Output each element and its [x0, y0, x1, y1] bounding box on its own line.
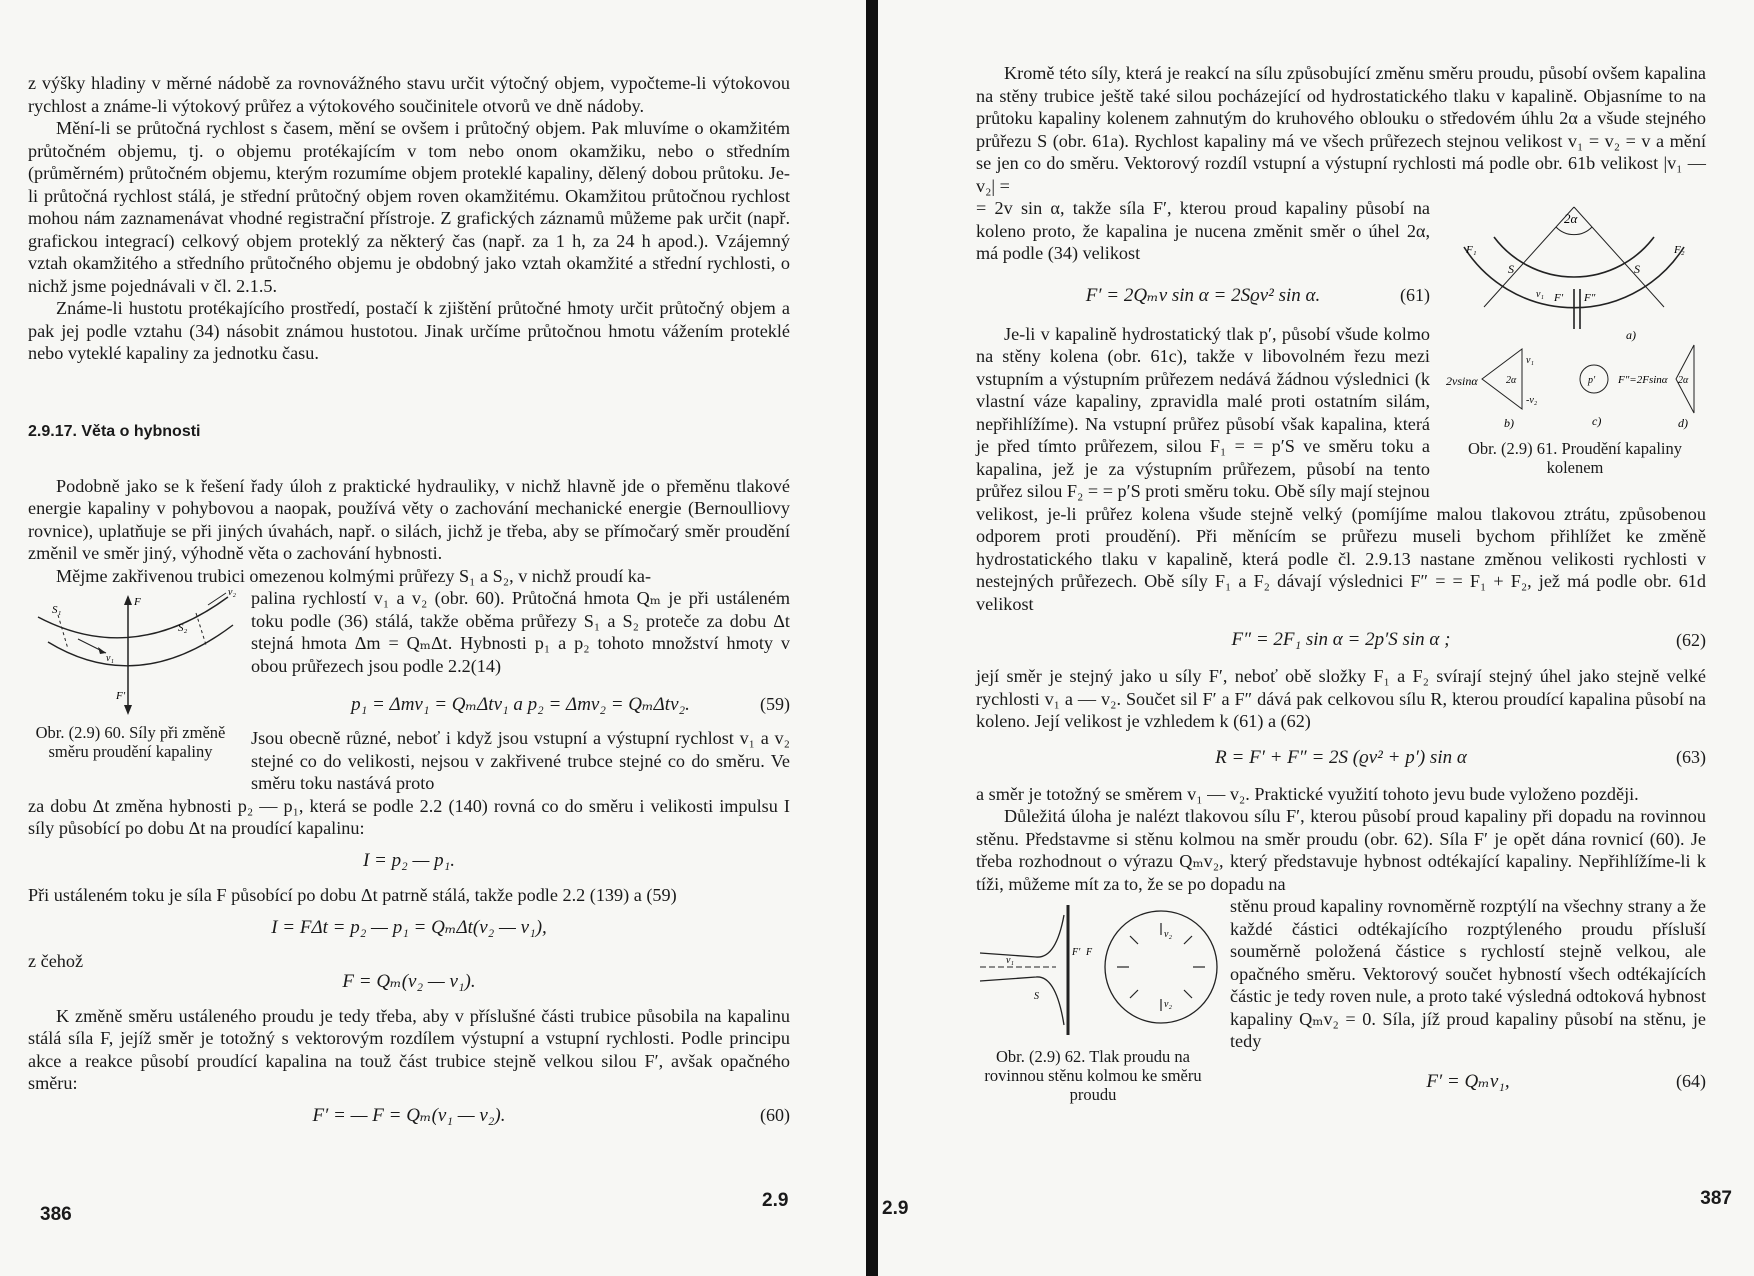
svg-text:d): d)	[1678, 416, 1688, 430]
page-number: 386	[40, 1204, 72, 1225]
equation-text: p₁ = Δmv₁ = QₘΔtv₁ a p₂ = Δmv₂ = QₘΔtv₂.	[351, 693, 690, 715]
paragraph: Známe-li hustotu protékajícího prostředí, postačí k zjištění průtočné hmoty určit průtočný objem a pak jej podle vztahu (34) násobit známou hustotou. Jinak určíme průtočnou hmotu vážením proteklé nebo vyteklé kapaliny za jednotku času.	[28, 298, 790, 363]
equation-number: (59)	[760, 693, 790, 714]
paragraph: palina rychlostí v₁ a v₂ (obr. 60). Průtočná hmota Qₘ je při ustáleném toku podle (36) stálá, takže oběma průřezy S₁ a S₂ proteče za dobu Δt stejná hmota Δm = QₘΔt. Hybnosti p₁ a p₂ tohoto množství hmoty v obou průřezech jsou podle 2.2(14)	[251, 588, 790, 676]
svg-text:2α: 2α	[1506, 375, 1517, 386]
figure-62-caption: Obr. (2.9) 62. Tlak proudu na rovinnou stěnu kolmou ke směru proudu	[984, 1047, 1202, 1104]
svg-text:2vsinα: 2vsinα	[1446, 374, 1478, 388]
figure-61-block	[976, 197, 1706, 503]
svg-text:b): b)	[1504, 416, 1514, 430]
page-number: 387	[1700, 1188, 1732, 1209]
section-mark: 2.9	[762, 1190, 789, 1211]
svg-text:v₁: v₁	[1006, 955, 1014, 966]
equation-text: I = FΔt = p₂ — p₁ = QₘΔt(v₂ — v₁),	[271, 916, 547, 938]
figure-62-block	[976, 895, 1706, 1105]
equation-60	[28, 1103, 790, 1129]
svg-text:F′: F′	[1072, 947, 1081, 958]
figure-62	[976, 895, 1224, 1045]
equation-force	[28, 969, 790, 995]
svg-text:F″=2Fsinα: F″=2Fsinα	[1618, 374, 1668, 386]
svg-text:F: F	[1086, 947, 1093, 958]
figure-60-caption: Obr. (2.9) 60. Síly při změně směru proudění kapaliny	[35, 723, 226, 761]
equation-text: F = Qₘ(v₂ — v₁).	[342, 971, 476, 992]
equation-number: (64)	[1676, 1071, 1706, 1091]
svg-text:v₁: v₁	[106, 653, 114, 664]
paragraph: K změně směru ustáleného proudu je tedy třeba, aby v příslušné části trubice působila na kapalinu stálá síla F, jejíž směr je totožný s vektorovým rozdílem výstupní a vstupní rychlosti. Podle principu akce a reakce působí proudící kapalina na touž část trubice stejně velkou silou F′, avšak opačného směru:	[28, 1005, 790, 1093]
equation-number: (61)	[1400, 285, 1430, 305]
paragraph: Jsou obecně různé, neboť i když jsou vstupní a výstupní rychlost v₁ a v₂ stejné co do velikosti, nejsou v zakřivené trubce stejné co do směru. Ve směru toku nastává proto	[251, 728, 790, 793]
paragraph: z výšky hladiny v měrné nádobě za rovnovážného stavu určit výtočný objem, vypočteme-li výtokovou rychlost a známe-li výtokový průřez a výtokového součinitele otvorů ve dně nádoby.	[28, 73, 790, 116]
svg-text:p′: p′	[1588, 375, 1596, 386]
equation-text: F′ = Qₘv₁,	[1426, 1071, 1510, 1092]
paragraph: Mějme zakřivenou trubici omezenou kolmými průřezy S₁ a S₂, v nichž proudí ka-	[56, 565, 652, 586]
paragraph: z čehož	[28, 951, 84, 971]
paragraph: za dobu Δt změna hybnosti p₂ — p₁, která se podle 2.2 (140) rovná co do směru i velikosti impulsu I síly působící po dobu Δt na proudící kapalinu:	[28, 795, 790, 838]
equation-63	[976, 745, 1706, 771]
svg-text:F: F	[134, 596, 141, 608]
svg-text:v₂: v₂	[1164, 999, 1172, 1010]
svg-text:F₁: F₁	[1466, 244, 1477, 256]
paragraph: a směr je totožný se směrem v₁ — v₂. Praktické využití tohoto jevu bude vyloženo později.	[976, 783, 1639, 804]
equation-number: (62)	[1676, 629, 1706, 650]
right-page	[878, 0, 1754, 1276]
section-heading: 2.9.17. Věta o hybnosti	[28, 422, 201, 440]
svg-text:2α: 2α	[1564, 211, 1578, 226]
equation-text: F″ = 2F₁ sin α = 2p′S sin α ;	[1231, 629, 1451, 650]
equation-number: (60)	[760, 1105, 790, 1125]
paragraph: = 2v sin α, takže síla F′, kterou proud kapaliny působí na koleno proto, že kapalina je nucena změnit směr o úhel 2α, má podle (34) velikost	[976, 198, 1430, 263]
equation-64	[1230, 1069, 1706, 1095]
paragraph: Mění-li se průtočná rychlost s časem, mění se ovšem i průtočný objem. Pak mluvíme o okamžitém průtočném objemu, tj. o objemu protékajícím v tom nebo onom okamžiku, nebo o středním (průměrném) průtočném objemu, kterým rozumíme objem proteklé kapaliny, dělený dobou průtoku. Je-li průtočná rychlost stálá, je střední průtočný objem roven okamžitému. Okamžitou průtočnou rychlost mohou nám zaznamenávat vhodné registrační přístroje. Z grafických záznamů můžeme pak určit (např. grafickou integrací) celkový objem proteklý za některý čas (např. za 1 h, za 24 h apod.). Vzájemný vztah okamžitého a středního průtočného objemu je obdobný jako vztah okamžité a střední rychlosti, o nichž jsme pojednávali v čl. 2.1.5.	[28, 118, 790, 296]
svg-text:F″: F″	[1584, 292, 1596, 304]
figure-60	[28, 587, 243, 719]
paragraph: Podobně jako se k řešení řady úloh z praktické hydrauliky, v nichž hlavně jde o přeměnu tlakové energie kapaliny v pohybovou a naopak, používá věty o zachování mechanické energie (Bernoulliovy rovnice), uplatňuje se při jiných úvahách, např. o silách, jichž je třeba, aby se přímočarý směr proudění změnil ve směr jiný, výhodně věta o zachování hybnosti.	[28, 475, 790, 563]
paragraph: Při ustáleném toku je síla F působící po dobu Δt patrně stálá, takže podle 2.2 (139) a (59)	[28, 884, 677, 905]
equation-text: R = F′ + F″ = 2S (ϱv² + p′) sin α	[1215, 746, 1467, 768]
svg-text:F₂: F₂	[1674, 244, 1685, 256]
svg-text:S₁: S₁	[52, 604, 62, 616]
svg-text:c): c)	[1592, 414, 1602, 428]
equation-number: (63)	[1676, 747, 1706, 767]
svg-text:S: S	[1034, 991, 1039, 1002]
paragraph: Je-li v kapalině hydrostatický tlak p′, působí všude kolmo na stěny kolena (obr. 61c), takže v libovolném řezu mezi vstupním a výstupním průřezem nedává žádnou výslednici (k vlastní váze kapaliny, zpravidla malé proti ostatním silám, nepřihlížíme). Na vstupní průřez působí však kapalina, která je před tímto průřezem, silou F₁ = = p′S ve směru toku a kapalina, jež je za výstupním průřezem, působí na tento průřez silou F₂ = = p′S proti směru toku. Obě síly mají stejnou	[976, 323, 1430, 501]
paragraph: Kromě této síly, která je reakcí na sílu způsobující změnu směru proudu, působí ovšem kapalina na stěny trubice ještě také silou pocházející od hydrostatického tlaku v kapalině. Objasníme to na průtoku kapaliny kolenem zahnutým do kruhového oblouku o středovém úhlu 2α a všude stejného průřezu S (obr. 61a). Rychlost kapaliny má ve všech průřezech stejnou velikost v₁ = v₂ = v a mění se jen co do směru. Vektorový rozdíl vstupní a výstupní rychlosti má podle obr. 61b velikost |v₁ — v₂| =	[976, 63, 1706, 196]
equation-59	[251, 691, 790, 717]
svg-text:v₁: v₁	[1526, 355, 1534, 366]
equation-61	[976, 283, 1430, 309]
svg-text:S₂: S₂	[178, 622, 188, 634]
svg-text:S: S	[1508, 262, 1514, 276]
figure-61	[1444, 197, 1706, 433]
svg-text:F′: F′	[1554, 292, 1564, 304]
paragraph: její směr je stejný jako u síly F′, neboť obě složky F₁ a F₂ svírají stejný úhel jako stejně velké rychlosti v₁ a — v₂. Součet sil F′ a F″ dává pak celkovou sílu R, kterou proudící kapalina působí na koleno. Její velikost je vzhledem k (61) a (62)	[976, 666, 1706, 731]
paragraph: stěnu proud kapaliny rovnoměrně rozptýlí na všechny strany a že každé částici odtékajícího rozptýleného proudu přísluší souměrně položená částice s rychlostí stejně velkou, ale opačného směru. Vektorový součet hybností všech odtékajících částic je tedy roven nule, a proto také výsledná odtoková hybnost kapaliny Qₘv₂ = 0. Síla, jíž proud kapaliny působí na stěnu, je tedy	[1230, 896, 1706, 1051]
svg-text:a): a)	[1626, 328, 1636, 342]
equation-impulse	[28, 848, 790, 874]
svg-text:2α: 2α	[1678, 375, 1689, 386]
svg-text:F′: F′	[116, 690, 126, 702]
paragraph: Důležitá úloha je nalézt tlakovou sílu F′, kterou působí proud kapaliny při dopadu na rovinnou stěnu. Představme si stěnu kolmou na směr proudu (obr. 62). Síla F′ je opět dána rovnicí (60). Je třeba rozhodnout o výrazu Qₘv₂, který představuje hybnost odtékající kapaliny. Nepřihlížíme-li k tíži, můžeme mít za to, že se po dopadu na	[976, 806, 1706, 894]
figure-60-block	[28, 587, 790, 795]
equation-impulse-2	[28, 914, 790, 940]
svg-text:-v₂: -v₂	[1526, 395, 1538, 406]
equation-62	[976, 627, 1706, 653]
curved-tube-diagram	[28, 587, 243, 719]
svg-text:v₂: v₂	[228, 587, 236, 598]
left-page	[0, 0, 866, 1276]
paragraph: velikost, je-li průřez kolena všude stejně velký (pomíjíme malou tlakovou ztrátu, způsobenou odporem proti proudění). Při měnícím se průřezu museli bychom přihlížet ke změně hydrostatického tlaku v kapalině, která podle čl. 2.9.13 nastane změnou velikosti rychlosti v nestejných průřezech. Obě síly F₁ a F₂ dávají výslednici F″ = = F₁ + F₂, jež má podle obr. 61d velikost	[976, 503, 1706, 614]
svg-text:v₂: v₂	[1164, 929, 1172, 940]
svg-text:v₁: v₁	[1536, 289, 1544, 300]
section-mark: 2.9	[882, 1198, 909, 1219]
equation-text: F′ = — F = Qₘ(v₁ — v₂).	[312, 1105, 506, 1126]
jet-wall-diagram	[976, 895, 1224, 1045]
book-spine	[866, 0, 878, 1276]
equation-text: I = p₂ — p₁.	[362, 849, 455, 871]
equation-text: F′ = 2Qₘv sin α = 2Sϱv² sin α.	[1085, 285, 1321, 306]
elbow-flow-diagram	[1444, 197, 1706, 433]
svg-text:S: S	[1634, 262, 1640, 276]
figure-61-caption: Obr. (2.9) 61. Proudění kapaliny kolenem	[1467, 439, 1682, 477]
